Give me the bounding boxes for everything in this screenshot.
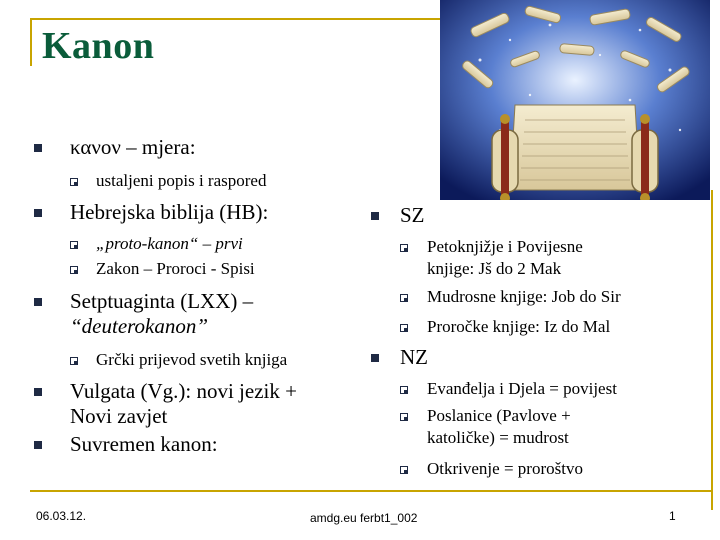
- sub-bullet-poslanice-line2: katoličke) = mudrost: [427, 428, 569, 447]
- sub-bullet-otkrivenje: Otkrivenje = proroštvo: [427, 459, 583, 478]
- bullet-vulgata-line2: Novi zavjet: [70, 404, 168, 428]
- bullet-septuaginta-line1: Setptuaginta (LXX) –: [70, 289, 254, 313]
- bullet-hebrejska-biblija: Hebrejska biblija (HB):: [70, 200, 269, 224]
- footer-page-number: 1: [669, 509, 676, 523]
- bullet-suvremen-kanon: Suvremen kanon:: [70, 432, 218, 456]
- footer-date: 06.03.12.: [36, 509, 87, 523]
- bullet-sz: SZ: [400, 203, 425, 227]
- bullet-marker: [34, 441, 42, 449]
- bullet-marker: [34, 209, 42, 217]
- sub-bullet-marker: [70, 266, 78, 274]
- sub-bullet-marker: [400, 294, 408, 302]
- bullet-marker: [34, 388, 42, 396]
- sub-bullet-marker: [400, 324, 408, 332]
- bullet-marker: [371, 212, 379, 220]
- sub-bullet-prorocke: Proročke knjige: Iz do Mal: [427, 317, 611, 336]
- sub-bullet-marker: [400, 466, 408, 474]
- frame-top-line: [30, 18, 440, 20]
- sub-bullet-marker: [70, 241, 78, 249]
- sub-bullet-petoknjizje-line2: knjige: Jš do 2 Mak: [427, 259, 562, 278]
- bullet-kanon-mjera: κανον – mjera:: [70, 135, 196, 159]
- bullet-marker: [34, 144, 42, 152]
- bullet-marker: [371, 354, 379, 362]
- sub-bullet-poslanice-line1: Poslanice (Pavlove +: [427, 406, 571, 425]
- sub-bullet-mudrosne: Mudrosne knjige: Job do Sir: [427, 287, 621, 306]
- bullet-vulgata-line1: Vulgata (Vg.): novi jezik +: [70, 379, 297, 403]
- scrolls-illustration-icon: [440, 0, 710, 200]
- bullet-septuaginta-line2: “deuterokanon”: [70, 314, 209, 338]
- frame-left-line: [30, 18, 32, 66]
- sub-bullet-proto-kanon: „proto-kanon“ – prvi: [96, 234, 243, 253]
- bullet-marker: [34, 298, 42, 306]
- sub-bullet-popis: ustaljeni popis i raspored: [96, 171, 267, 190]
- sub-bullet-grcki: Grčki prijevod svetih knjiga: [96, 350, 288, 369]
- sub-bullet-zakon: Zakon – Proroci - Spisi: [96, 259, 255, 278]
- frame-right-line: [711, 190, 713, 510]
- slide-title: Kanon: [42, 25, 155, 67]
- sub-bullet-marker: [400, 386, 408, 394]
- frame-bottom-line: [30, 490, 713, 492]
- sub-bullet-evandelja: Evanđelja i Djela = povijest: [427, 379, 617, 398]
- sub-bullet-marker: [70, 178, 78, 186]
- sub-bullet-marker: [400, 244, 408, 252]
- bullet-nz: NZ: [400, 345, 428, 369]
- sub-bullet-marker: [70, 357, 78, 365]
- sub-bullet-petoknjizje-line1: Petoknjižje i Povijesne: [427, 237, 583, 256]
- footer-center-text: amdg.eu ferbt1_002: [310, 511, 418, 525]
- sub-bullet-marker: [400, 413, 408, 421]
